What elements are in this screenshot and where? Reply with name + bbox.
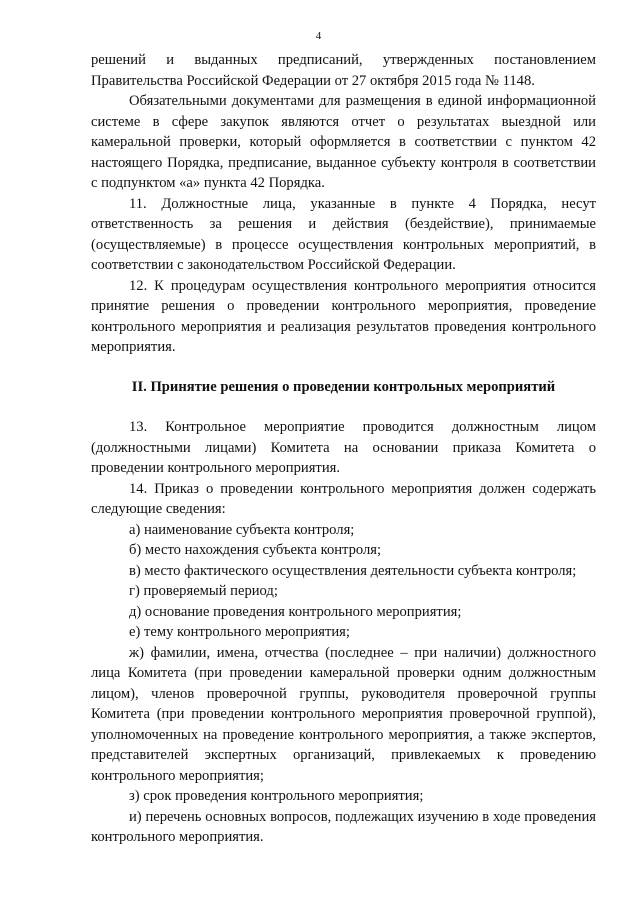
paragraph-12: 12. К процедурам осуществления контрольного мероприятия относится принятие решения о проведении контрольного мероприятия, проведение контрольного мероприятия и реализация результатов проведения контрольного мероприятия. [91,277,596,355]
list-item-g: г) проверяемый период; [129,583,278,599]
paragraph-11: 11. Должностные лица, указанные в пункте 4 Порядка, несут ответственность за решения и действия (бездействие), принимаемые (осуществляемые) в процессе осуществления контрольных мероприятий, в соответствии с законодательством Российской Федерации. [91,195,596,273]
paragraph-14: 14. Приказ о проведении контрольного мероприятия должен содержать следующие сведения: [91,480,596,517]
list-item-d: д) основание проведения контрольного мероприятия; [129,603,462,620]
page-number: 4 [315,30,322,42]
paragraph-13: 13. Контрольное мероприятие проводится должностным лицом (должностными лицами) Комитета на основании приказа Комитета о проведении контрольного мероприятия. [91,419,596,476]
section-heading: II. Принятие решения о проведении контрольных мероприятий [131,378,556,395]
paragraph-mandatory-documents: Обязательными документами для размещения в единой информационной системе в сфере закупок являются отчет о результатах выездной или камеральной проверки, который оформляется в соответствии с пунктом 42 настоящего Порядка, предписание, выданное субъекту контроля в соответствии с подпунктом «а» пункта 42 Порядка. [91,93,596,191]
paragraph-continuation: решений и выданных предписаний, утвержденных постановлением Правительства Российской Федерации от 27 октября 2015 года № 1148. [91,52,596,89]
list-item-a: а) наименование субъекта контроля; [129,521,355,538]
list-item-v: в) место фактического осуществления деятельности субъекта контроля; [129,562,577,579]
list-item-b: б) место нахождения субъекта контроля; [129,542,382,558]
list-item-e: е) тему контрольного мероприятия; [129,624,350,640]
document-body [91,50,596,848]
list-item-z: з) срок проведения контрольного мероприятия; [129,788,424,804]
list-item-zh: ж) фамилии, имена, отчества (последнее – при наличии) должностного лица Комитета (при проведении камеральной проверки одним должностным лицом), членов проверочной группы, руководителя проверочной группы Комитета (при проведении контрольного мероприятия проверочной группой), уполномоченных на проведение контрольного мероприятия, а также экспертов, представителей экспертных организаций, привлекаемых к проведению контрольного мероприятия; [91,644,596,784]
list-item-i: и) перечень основных вопросов, подлежащих изучению в ходе проведения контрольного мероприятия. [91,808,596,845]
